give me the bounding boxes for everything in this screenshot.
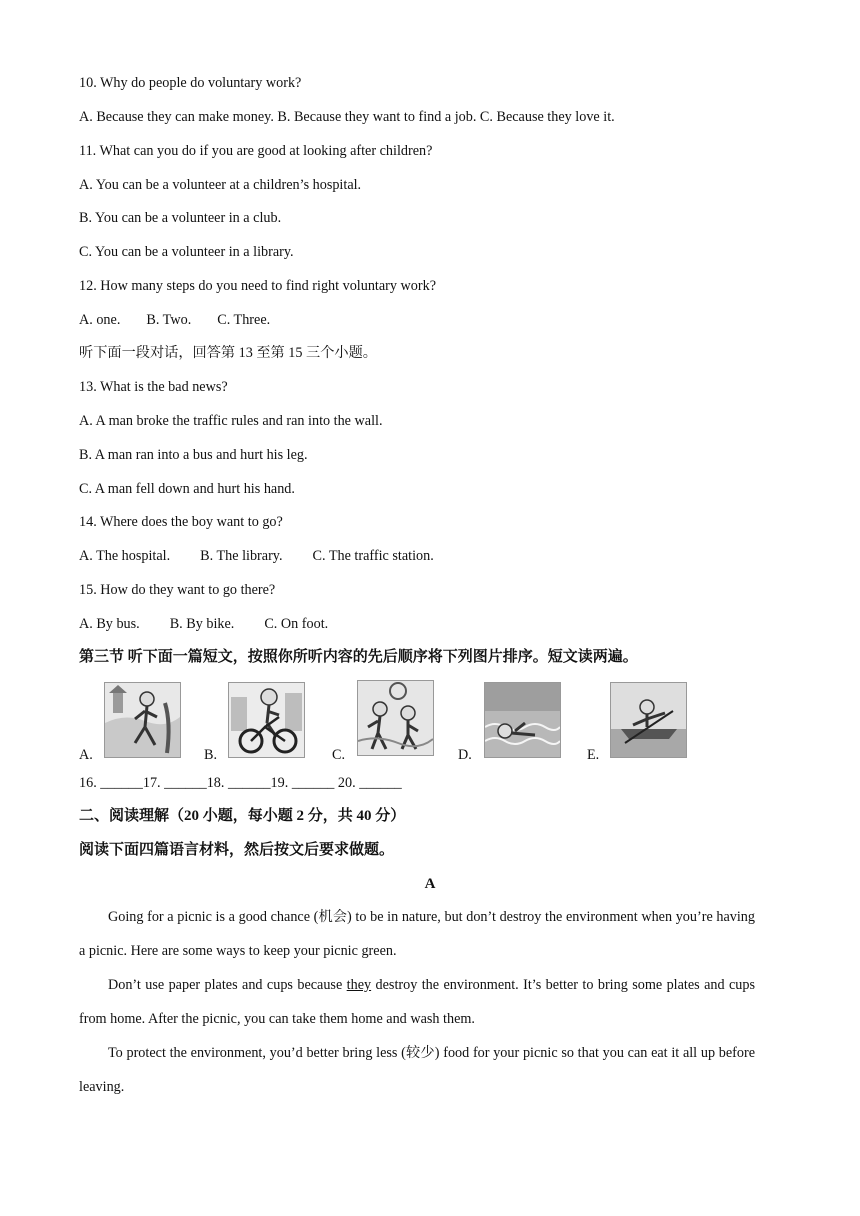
passage-paragraph-3-text: To protect the environment, you’d better bring less (较少) food for your picnic so that you can eat it all up before leaving.	[79, 1045, 755, 1095]
question-11-option-b: B. You can be a volunteer in a club.	[79, 210, 282, 226]
question-11-option-c: C. You can be a volunteer in a library.	[79, 244, 294, 260]
question-12-option-c: C. Three.	[217, 312, 271, 328]
passage-paragraph-2	[79, 968, 755, 1036]
question-15-option-c: C. On foot.	[264, 616, 329, 632]
picture-label-c: C.	[332, 747, 346, 763]
picture-label-b: B.	[204, 747, 218, 763]
passage-paragraph-1	[79, 900, 755, 968]
answer-blanks: 16. ______17. ______18. ______19. ______ 20. ______	[79, 775, 402, 791]
picture-label-a: A.	[79, 747, 93, 763]
picture-label-e: E.	[587, 747, 600, 763]
question-13-option-b: B. A man ran into a bus and hurt his leg.	[79, 447, 308, 463]
question-13-option-c: C. A man fell down and hurt his hand.	[79, 481, 295, 497]
picture-a-running-boy	[104, 682, 181, 758]
section-3-heading: 第三节 听下面一篇短文，按照你所听内容的先后顺序将下列图片排序。短文读两遍。	[79, 649, 638, 665]
question-11-option-a: A. You can be a volunteer at a children’s hospital.	[79, 177, 362, 193]
picture-d-swimming-boy	[484, 682, 561, 758]
question-12-option-b: B. Two.	[146, 312, 192, 328]
underlined-word-they: they	[346, 977, 372, 993]
picture-label-d: D.	[458, 747, 472, 763]
passage-paragraph-2-text-before: Don’t use paper plates and cups because	[108, 977, 347, 993]
passage-paragraph-3	[79, 1036, 755, 1104]
question-15: 15. How do they want to go there?	[79, 582, 276, 598]
question-15-options	[79, 614, 328, 634]
passage-paragraph-1-text: Going for a picnic is a good chance (机会) to be in nature, but don’t destroy the environment when you’re having a picnic. Here are some ways to keep your picnic green.	[79, 909, 755, 959]
question-12-options	[79, 310, 270, 330]
dialogue-intro: 听下面一段对话，回答第 13 至第 15 三个小题。	[79, 345, 377, 361]
picture-c-walking-kids	[357, 680, 434, 756]
passage-label: A	[424, 876, 436, 892]
question-14-options	[79, 546, 434, 566]
question-14-option-a: A. The hospital.	[79, 548, 171, 564]
question-14-option-c: C. The traffic station.	[312, 548, 434, 564]
question-13-option-a: A. A man broke the traffic rules and ran into the wall.	[79, 413, 383, 429]
question-14-option-b: B. The library.	[200, 548, 283, 564]
question-11: 11. What can you do if you are good at looking after children?	[79, 143, 433, 159]
question-12-option-a: A. one.	[79, 312, 121, 328]
question-15-option-b: B. By bike.	[169, 616, 235, 632]
question-10: 10. Why do people do voluntary work?	[79, 75, 302, 91]
picture-e-rowing-boy	[610, 682, 687, 758]
question-14: 14. Where does the boy want to go?	[79, 514, 283, 530]
question-10-options: A. Because they can make money. B. Because they want to find a job. C. Because they love it.	[79, 109, 615, 125]
question-13: 13. What is the bad news?	[79, 379, 228, 395]
question-12: 12. How many steps do you need to find right voluntary work?	[79, 278, 436, 294]
question-15-option-a: A. By bus.	[79, 616, 140, 632]
picture-b-cycling-boy	[228, 682, 305, 758]
part-2-heading: 二、阅读理解（20 小题，每小题 2 分，共 40 分）	[79, 808, 406, 824]
part-2-instruction: 阅读下面四篇语言材料，然后按文后要求做题。	[79, 842, 395, 858]
passage-paragraph-2-text-after: destroy the environment. It’s better to bring some plates and cups from home. After the picnic, you can take them home and wash them.	[79, 977, 755, 1027]
